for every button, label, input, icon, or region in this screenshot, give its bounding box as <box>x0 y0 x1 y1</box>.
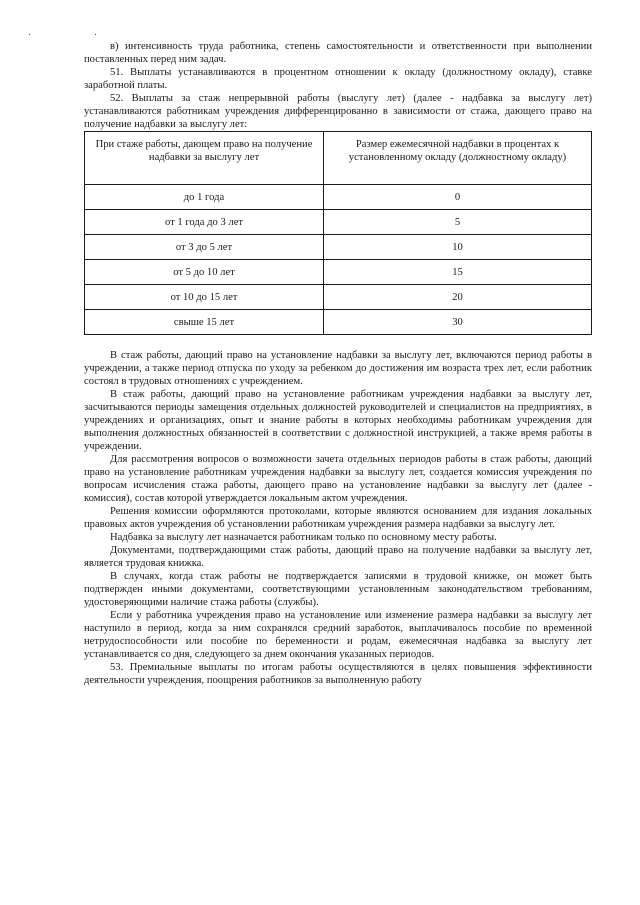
cell-period: от 1 года до 3 лет <box>85 210 324 235</box>
cell-period: свыше 15 лет <box>85 310 324 335</box>
paragraph-right-start-date: Если у работника учреждения право на установление или изменение размера надбавки за выслугу лет наступило в период, когда за ним сохранялся средний заработок, выплачивалось пособие по временной нетрудоспособности или пособие по беременности и родам, ежемесячная надбавка за выслугу лет устанавливается со дня, следующего за днем окончания указанных периодов. <box>84 610 592 660</box>
cell-percent: 15 <box>324 260 592 285</box>
cell-period: до 1 года <box>85 185 324 210</box>
cell-percent: 30 <box>324 310 592 335</box>
table-row <box>85 260 592 285</box>
paragraph-seniority-inclusion: В стаж работы, дающий право на установление надбавки за выслугу лет, включаются период работы в учреждении, а также период отпуска по уходу за ребенком до достижения им возраста трех лет, если работник состоял в трудовых отношениях с учреждением. <box>84 350 592 387</box>
table-header-row <box>85 132 592 185</box>
paragraph-documents: Документами, подтверждающими стаж работы, дающий право на получение надбавки за выслугу лет, является трудовая книжка. <box>84 545 592 569</box>
cell-period: от 10 до 15 лет <box>85 285 324 310</box>
scan-marks: · · <box>28 30 128 41</box>
paragraph-52: 52. Выплаты за стаж непрерывной работы (выслугу лет) (далее - надбавка за выслугу лет) устанавливаются работникам учреждения дифференцированно в зависимости от стажа, дающего право на получение надбавки за выслугу лет: <box>84 93 592 130</box>
paragraph-criterion-v: в) интенсивность труда работника, степень самостоятельности и ответственности при выполнении поставленных перед ним задач. <box>84 41 592 65</box>
cell-period: от 5 до 10 лет <box>85 260 324 285</box>
header-bonus-percent: Размер ежемесячной надбавки в процентах к установленному окладу (должностному окладу) <box>324 132 592 185</box>
seniority-bonus-table <box>84 131 592 335</box>
document-page <box>84 40 592 687</box>
paragraph-other-documents: В случаях, когда стаж работы не подтверждается записями в трудовой книжке, он может быть подтвержден иными документами, соответствующими установленным законодательством требованиям, удостоверяющими наличие стажа работы (службы). <box>84 571 592 608</box>
paragraph-51: 51. Выплаты устанавливаются в процентном отношении к окладу (должностному окладу), ставке заработной платы. <box>84 67 592 91</box>
table-row <box>85 310 592 335</box>
paragraph-seniority-credited-periods: В стаж работы, дающий право на установление работникам учреждения надбавки за выслугу лет, засчитываются периоды замещения отдельных должностей руководителей и специалистов на предприятиях, в учреждениях и организациях, опыт и знание работы в которых необходимы работникам учреждения для выполнения должностных обязанностей в соответствии с должностной инструкцией, а также время работы в учреждении. <box>84 389 592 452</box>
paragraph-commission: Для рассмотрения вопросов о возможности зачета отдельных периодов работы в стаж работы, дающий право на установление работникам учреждения надбавки за выслугу лет, создается комиссия учреждения по вопросам исчисления стажа работы, дающего право на установление надбавки за выслугу лет (далее - комиссия), состав которой утверждается локальным актом учреждения. <box>84 454 592 504</box>
table-row <box>85 235 592 260</box>
cell-percent: 20 <box>324 285 592 310</box>
cell-percent: 5 <box>324 210 592 235</box>
cell-percent: 0 <box>324 185 592 210</box>
cell-percent: 10 <box>324 235 592 260</box>
paragraph-commission-decisions: Решения комиссии оформляются протоколами, которые являются основанием для издания локальных правовых актов учреждения об установлении работникам учреждения размера надбавки за выслугу лет. <box>84 506 592 530</box>
table-row <box>85 185 592 210</box>
table-row <box>85 285 592 310</box>
paragraph-53: 53. Премиальные выплаты по итогам работы осуществляются в целях повышения эффективности деятельности учреждения, поощрения работников за выполненную работу <box>84 662 592 686</box>
cell-period: от 3 до 5 лет <box>85 235 324 260</box>
table-row <box>85 210 592 235</box>
paragraph-main-workplace: Надбавка за выслугу лет назначается работникам только по основному месту работы. <box>110 532 497 543</box>
header-seniority-period: При стаже работы, дающем право на получение надбавки за выслугу лет <box>85 132 324 185</box>
